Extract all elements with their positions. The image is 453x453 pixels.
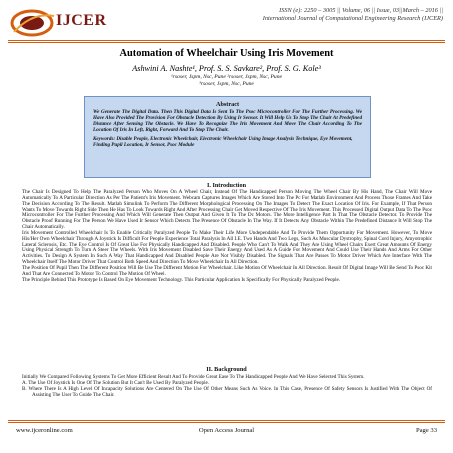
abstract-box [84,96,371,178]
footer-divider [8,420,445,421]
journal-name: International Journal of Computational Engineering Research (IJCER) [262,15,443,23]
journal-logo [10,6,140,44]
paragraph: The Principle Behind This Prototype Is Based On Eye Movement Technology. This Particular Application Is Specifically For Physically Paralyzed People. [22,276,341,283]
background-body [22,375,432,398]
paragraph: The Position Of Pupil Then The Different Position Will Be Use The Different Motion For Wheelchair. Like Motion Of Wheelchair In All Direction. Result Of Digital Image Will Be Send To Psoc Kit And That Are Connected To Motor To Control The Motion Of Wheel. [22,264,432,277]
issn-info [183,7,443,24]
paragraph: Initially We Compared Following Systems To Get More Efficient Result And To Provide Great Ease To The Handicapped People And We Have Selected This System. [22,374,365,380]
header-divider [8,40,445,41]
logo-swoosh-icon [10,6,56,40]
list-item: A. The Use Of Joystick Is One Of The Solution But It Can't Be Used By Paralyzed People. [22,379,210,386]
section-heading-introduction: I. Introduction [206,182,247,189]
keywords [93,136,362,148]
footer-page-number: Page 33 [415,427,437,434]
footer-access: Open Access Journal [198,427,255,434]
footer-divider-secondary [8,422,445,423]
abstract-heading: Abstract [215,101,240,108]
keywords-text: Disable People, Electronic Wheelchair, Electronic Wheelchair Using Image Analysis Technique, Eye Movement, Finding Pupil Location, Ir Sensor, Psoc Module [93,136,353,148]
abstract-text: We Generate The Digital Data. Then This Digital Data Is Sent To The Psoc Microcontroller For The Further Processing. We Have Also Provided The Provision For Obstacle Detection By Using Ir Sensor. It Will Help Us To Stop The Chair At Predefined Distance After Sensing The Obstacle. We Have To Recognize The Iris Movement And Move The Chair According To The Location Of Iris In Left, Right, Forward And To Stop The Chair. [93,109,362,133]
paper-affiliations [0,74,453,88]
issn-line: ISSN (e): 2250 – 3005 || Volume, 06 || Issue, 03||March – 2016 || [279,7,443,14]
affiliation-line: ³rsoser, Jspm, Nsc, Pune [199,80,254,87]
list-item: B. Where There Is A High Level Of Incapacity Solutions Are Centered On The Use Of Other Means Such As Voice. In This Case, Presence Of Safety Sensors Is Justified With The Object Of Assisting The User To Guide The Chair. [22,385,432,398]
section-heading-background: II. Background [206,366,247,373]
paragraph: The Chair Is Designed To Help The Paralyzed Person Who Moves On A Wheel Chair, Instead Of The Handicapped Person Moving The Wheel Chair By His Hand, The Chair Will Move Automatically To A Particular Direction As Per The Patient's Iris Movement. Webcam Captures Images Which Are Stored Into The Pc For Matlab Environment And Process Those Frames And Take The Decision According To The Result. Matlab Simulink To Perform The Different Morphological Processing On The Images To Detect The Exact Location Of Iris. For Example, If That Person Wants To Move Towards Right Side Then He Has To Look Towards Right And After Processing Chair Get Moved Respective Of The Iris Movement. This Processed Digital Output Data To The Psoc Microcontroller For The Further Processing And Which Will Generate Then Output And Given It To The Dc Motors. The More Intelligence Part Is That The Obstacle Detector. To Provide The Obstacle Proof Running For The Person We Have Used Ir Sensor Which Detects The Presence Of Obstacle In The Way. If It Detects Any Obstacle Within The Predefined Distance It Will Stop The Chair Automatically. [22,189,432,231]
keywords-label: Keywords: [93,136,116,142]
paper-title: Automation of Wheelchair Using Iris Movement [119,48,334,59]
paper-authors: Ashwini A. Nashte¹, Prof. S. S. Savkare², Prof. S. G. Kole³ [132,64,321,73]
paragraph: Iris Movement Controlled Wheelchair Is To Enable Critically Paralyzed People To Make Their Life More Undependable And To Provide Them Opportunity For Movement. However, To Move His/Her Own Wheelchair Through A Joystick Is Difficult For People Experience Total Paralysis In All I.E. Two Hands And Two Legs, Such As Muscular Dystrophy, Spinal Cord Injury, Amyotrophic Lateral Sclerosis, Etc. The Eye Control Is Of Great Use For Physically Handicapped And Disabled. People Who Can't To Walk And They Are Using Wheel Chairs Exert Great Amounts Of Energy Using Physical Strength To Turn A Steer The Wheels. With Iris Movement Disabled Save Their Energy And Used As A Guide For Movement And Could Use Their Hands And Arms For Other Activities. To Design A System In Such A Way That Handicapped And Disabled People Are Not Visibly Disabled. The Signals That Are Passes To Motor Driver Which Are Interface With The Wheelchair Itself The Motor Driver That Control Both Speed And Direction To Move Wheelchair In All Direction. [22,229,432,266]
header-divider-secondary [8,42,445,43]
footer-website-link[interactable]: www.ijceronline.com [16,427,73,434]
introduction-body [22,190,432,284]
logo-text: IJCER [56,12,107,29]
affiliation-line: ¹rsoser, Jspm, Nsc, Pune ²rsoser, Jspm, Nsc, Pune [170,74,283,80]
